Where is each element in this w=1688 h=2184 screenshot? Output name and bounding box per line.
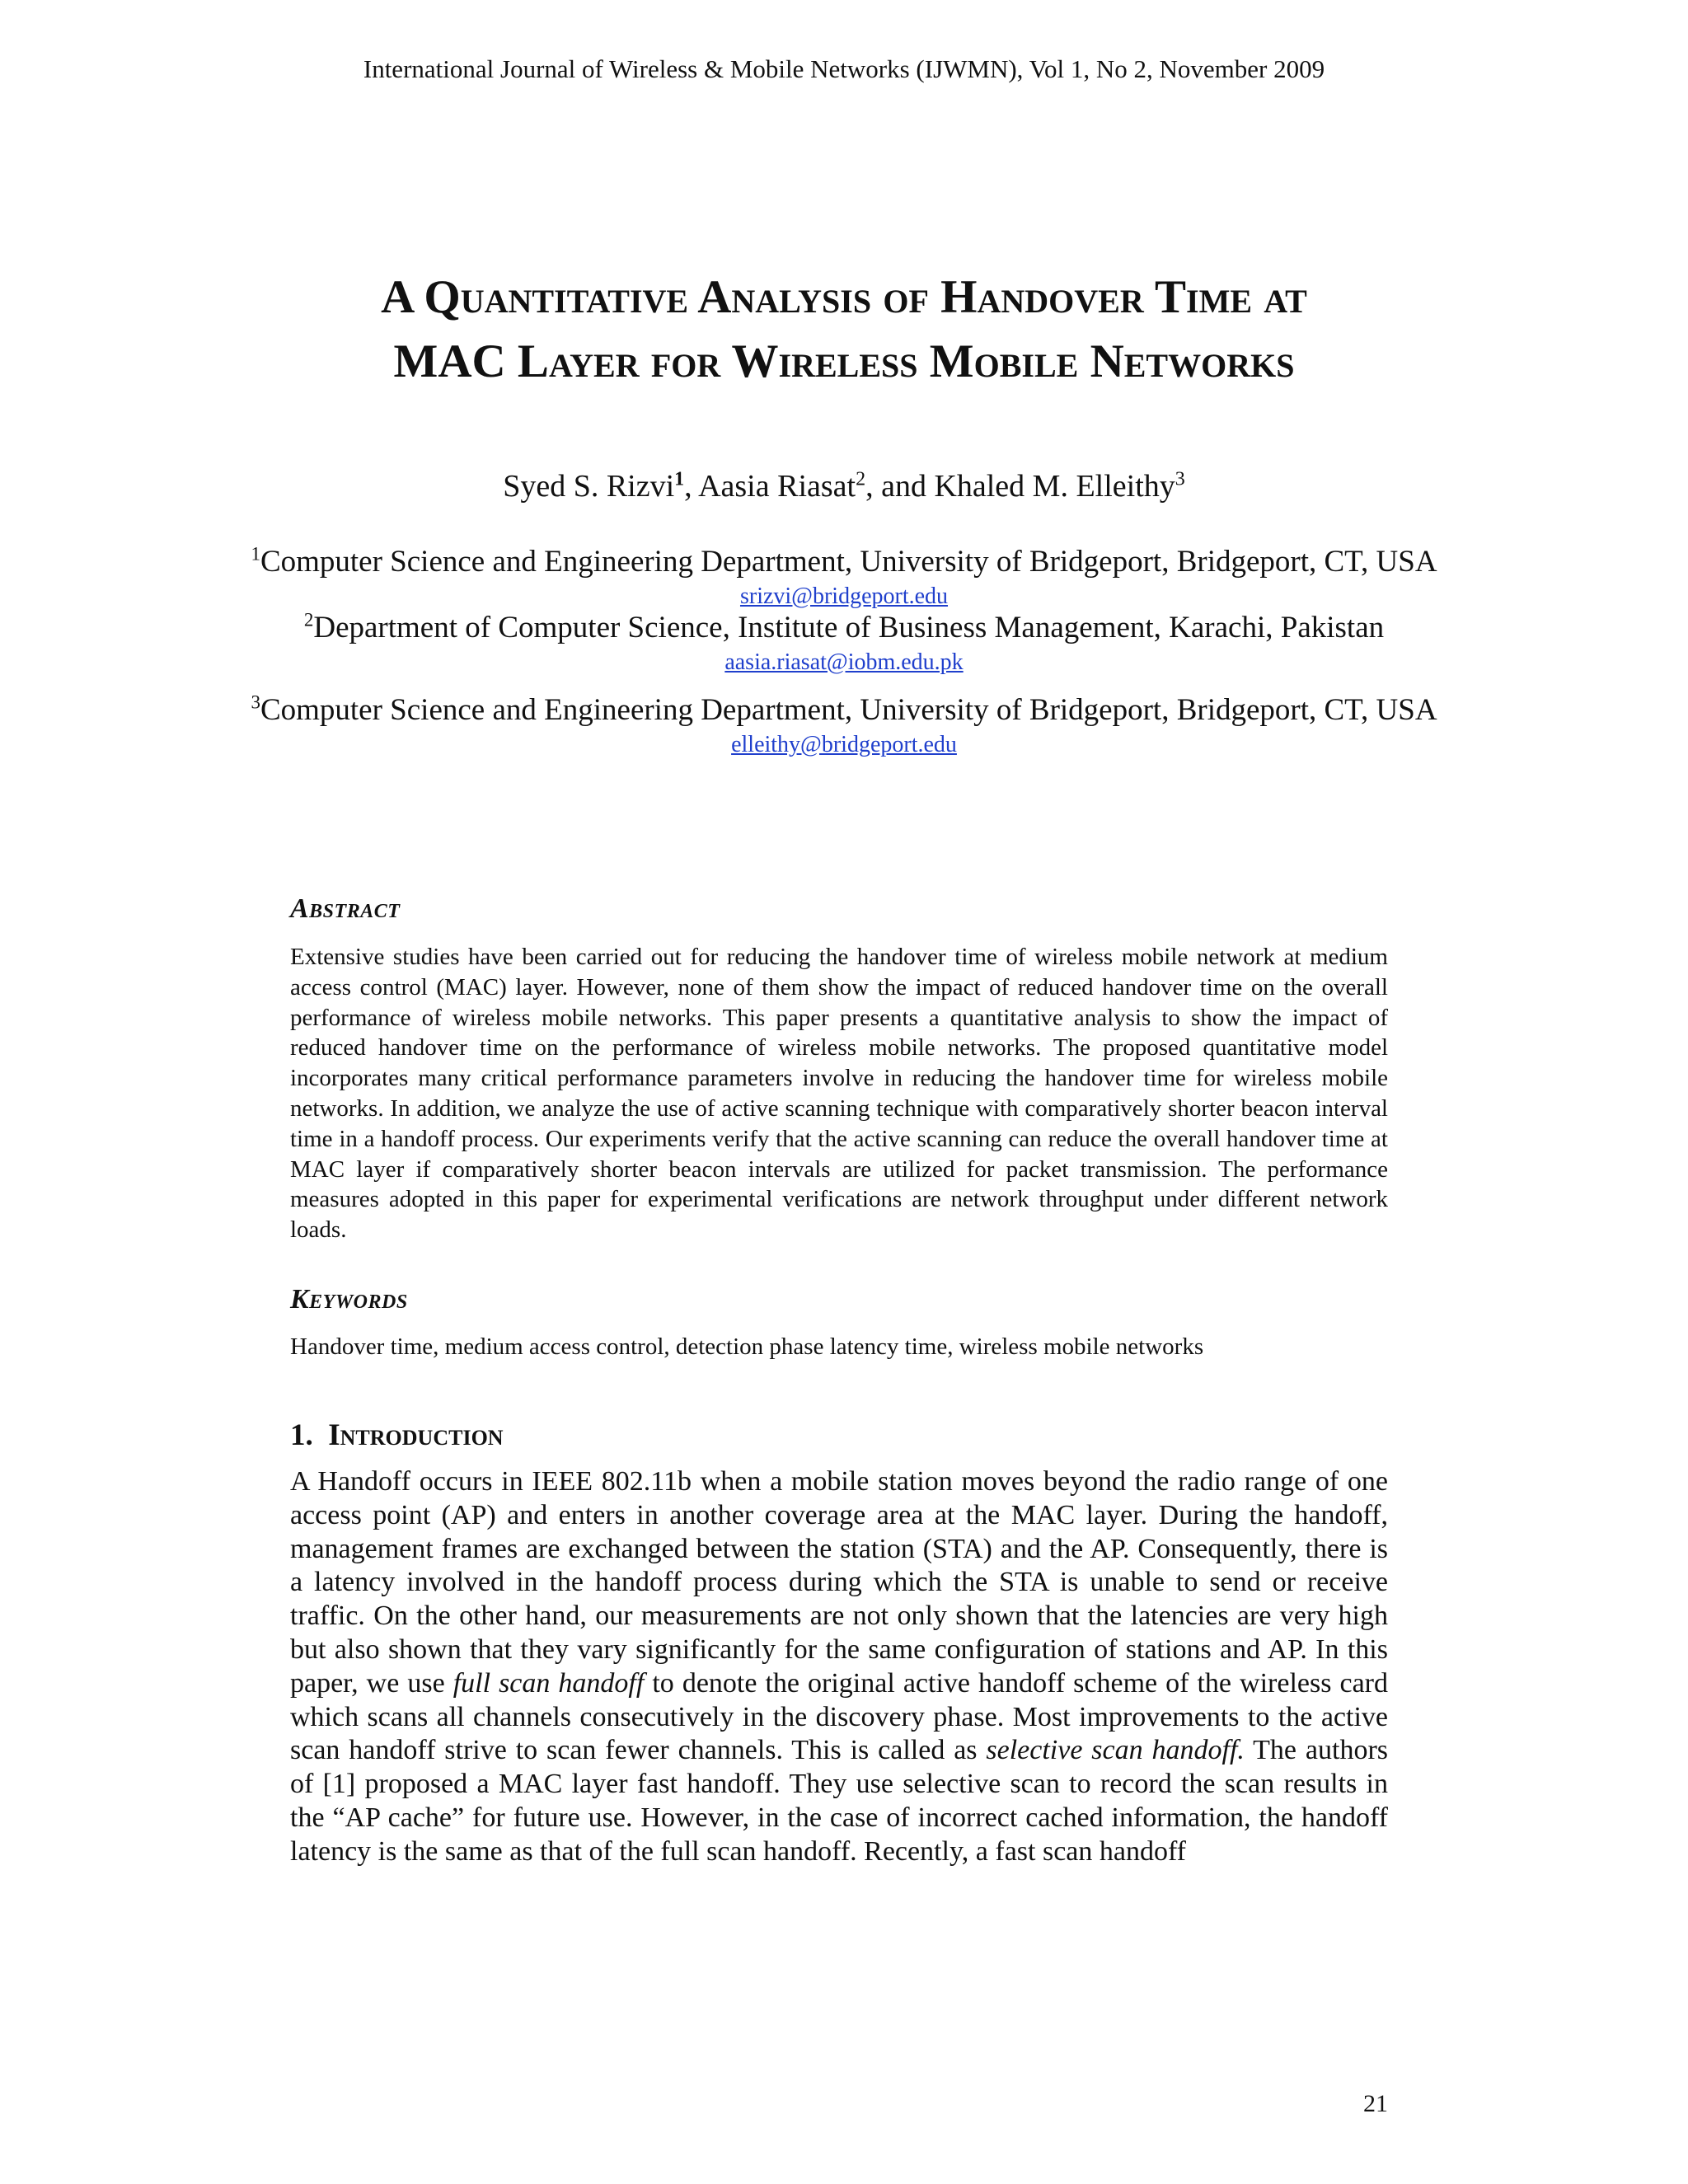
introduction-heading — [290, 1418, 504, 1453]
affiliation-superscript: 1 — [251, 543, 260, 565]
title-segment: A — [688, 271, 732, 323]
author-name: , Aasia Riasat — [684, 469, 856, 504]
abstract-heading: Abstract — [290, 893, 401, 924]
title-segment: T — [1143, 271, 1186, 323]
email-2 — [0, 649, 1688, 676]
affiliation-superscript: 2 — [303, 609, 314, 630]
title-segment: nalysis of — [731, 271, 929, 323]
email-link[interactable]: aasia.riasat@iobm.edu.pk — [724, 649, 964, 675]
email-3 — [0, 732, 1688, 758]
email-link[interactable]: elleithy@bridgeport.edu — [731, 732, 957, 757]
author-name: , and Khaled M. Elleithy — [865, 469, 1175, 504]
affiliation-text: Department of Computer Science, Institute of Business Management, Karachi, Pakistan — [313, 611, 1385, 644]
email-link[interactable]: srizvi@bridgeport.edu — [739, 583, 949, 609]
title-segment: A Q — [381, 271, 461, 323]
title-line-2 — [0, 330, 1688, 394]
affiliation-superscript: 3 — [251, 691, 260, 713]
author-name: Syed S. Rizvi — [503, 469, 675, 504]
author-superscript: 3 — [1175, 468, 1185, 490]
author-list — [0, 468, 1688, 504]
introduction-paragraph — [290, 1465, 1388, 1869]
affiliation-2 — [0, 610, 1688, 645]
affiliation-text: Computer Science and Engineering Department, University of Bridgeport, Bridgeport, CT, USA — [260, 545, 1437, 579]
title-segment: N — [1078, 335, 1124, 387]
intro-emphasis: full scan handoff — [452, 1667, 645, 1699]
running-header: International Journal of Wireless & Mobile Networks (IJWMN), Vol 1, No 2, November 2009 — [363, 54, 1325, 83]
page-number: 21 — [1363, 2090, 1388, 2117]
title-segment: obile — [973, 335, 1079, 387]
title-segment: andover — [977, 271, 1144, 323]
affiliation-1 — [0, 544, 1688, 579]
title-segment: H — [928, 271, 978, 323]
affiliation-text: Computer Science and Engineering Department, University of Bridgeport, Bridgeport, CT, USA — [260, 693, 1437, 727]
title-segment: ayer for — [548, 335, 721, 387]
section-title-initial: I — [328, 1418, 340, 1452]
title-segment: etworks — [1123, 335, 1295, 387]
paper-title — [0, 265, 1688, 394]
intro-text: The authors of [1] proposed a MAC layer fast handoff. They use selective scan to record the scan results in the “AP cache” for future use. However, in the case of incorrect cached information, the handoff latency is the same as that of the full scan handoff. Recently, a fast scan handoff — [290, 1735, 1388, 1867]
title-segment: W — [720, 335, 779, 387]
affiliation-3 — [0, 692, 1688, 728]
intro-text: A Handoff occurs in IEEE 802.11b when a mobile station moves beyond the radio range of one access point (AP) and enters in another coverage area at the MAC layer. During the handoff, management frames are exchanged between the station (STA) and the AP. Consequently, there is a latency involved in the handoff process during which the STA is unable to send or receive traffic. On the other hand, our measurements are not only shown that the latencies are very high but also shown that they vary significantly for the same configuration of stations and AP. In this paper, we use — [290, 1466, 1388, 1699]
title-segment: uantitative — [460, 271, 689, 323]
abstract-text: Extensive studies have been carried out for reducing the handover time of wireless mobile network at medium access control (MAC) layer. However, none of them show the impact of reduced handover time on the overall performance of wireless mobile networks. This paper presents a quantitative analysis to show the impact of reduced handover time on the performance of wireless mobile networks. The proposed quantitative model incorporates many critical performance parameters involve in reducing the handover time for wireless mobile networks. In addition, we analyze the use of active scanning technique with comparatively shorter beacon interval time in a handoff process. Our experiments verify that the active scanning can reduce the overall handover time at MAC layer if comparatively shorter beacon intervals are utilized for packet transmission. The performance measures adopted in this paper for experimental verifications are network throughput under different network loads. — [290, 944, 1388, 1244]
author-superscript: 2 — [856, 468, 866, 490]
section-number: 1. — [290, 1418, 313, 1452]
title-segment: ireless — [778, 335, 918, 387]
author-superscript: 1 — [674, 468, 685, 490]
title-line-1 — [0, 265, 1688, 330]
intro-emphasis: selective scan handoff. — [986, 1735, 1245, 1766]
title-segment: MAC L — [393, 335, 549, 387]
title-segment: M — [917, 335, 974, 387]
email-1 — [0, 583, 1688, 610]
keywords-text: Handover time, medium access control, detection phase latency time, wireless mobile networks — [290, 1333, 1204, 1360]
title-segment: ime at — [1186, 271, 1307, 323]
intro-text: to denote the original active handoff scheme of the wireless card which scans all channels consecutively in the discovery phase. Most improvements to the active scan handoff strive to scan fewer channels. This is called as — [290, 1667, 1388, 1766]
keywords-heading: Keywords — [290, 1284, 408, 1315]
section-title-rest: ntroduction — [340, 1418, 504, 1452]
